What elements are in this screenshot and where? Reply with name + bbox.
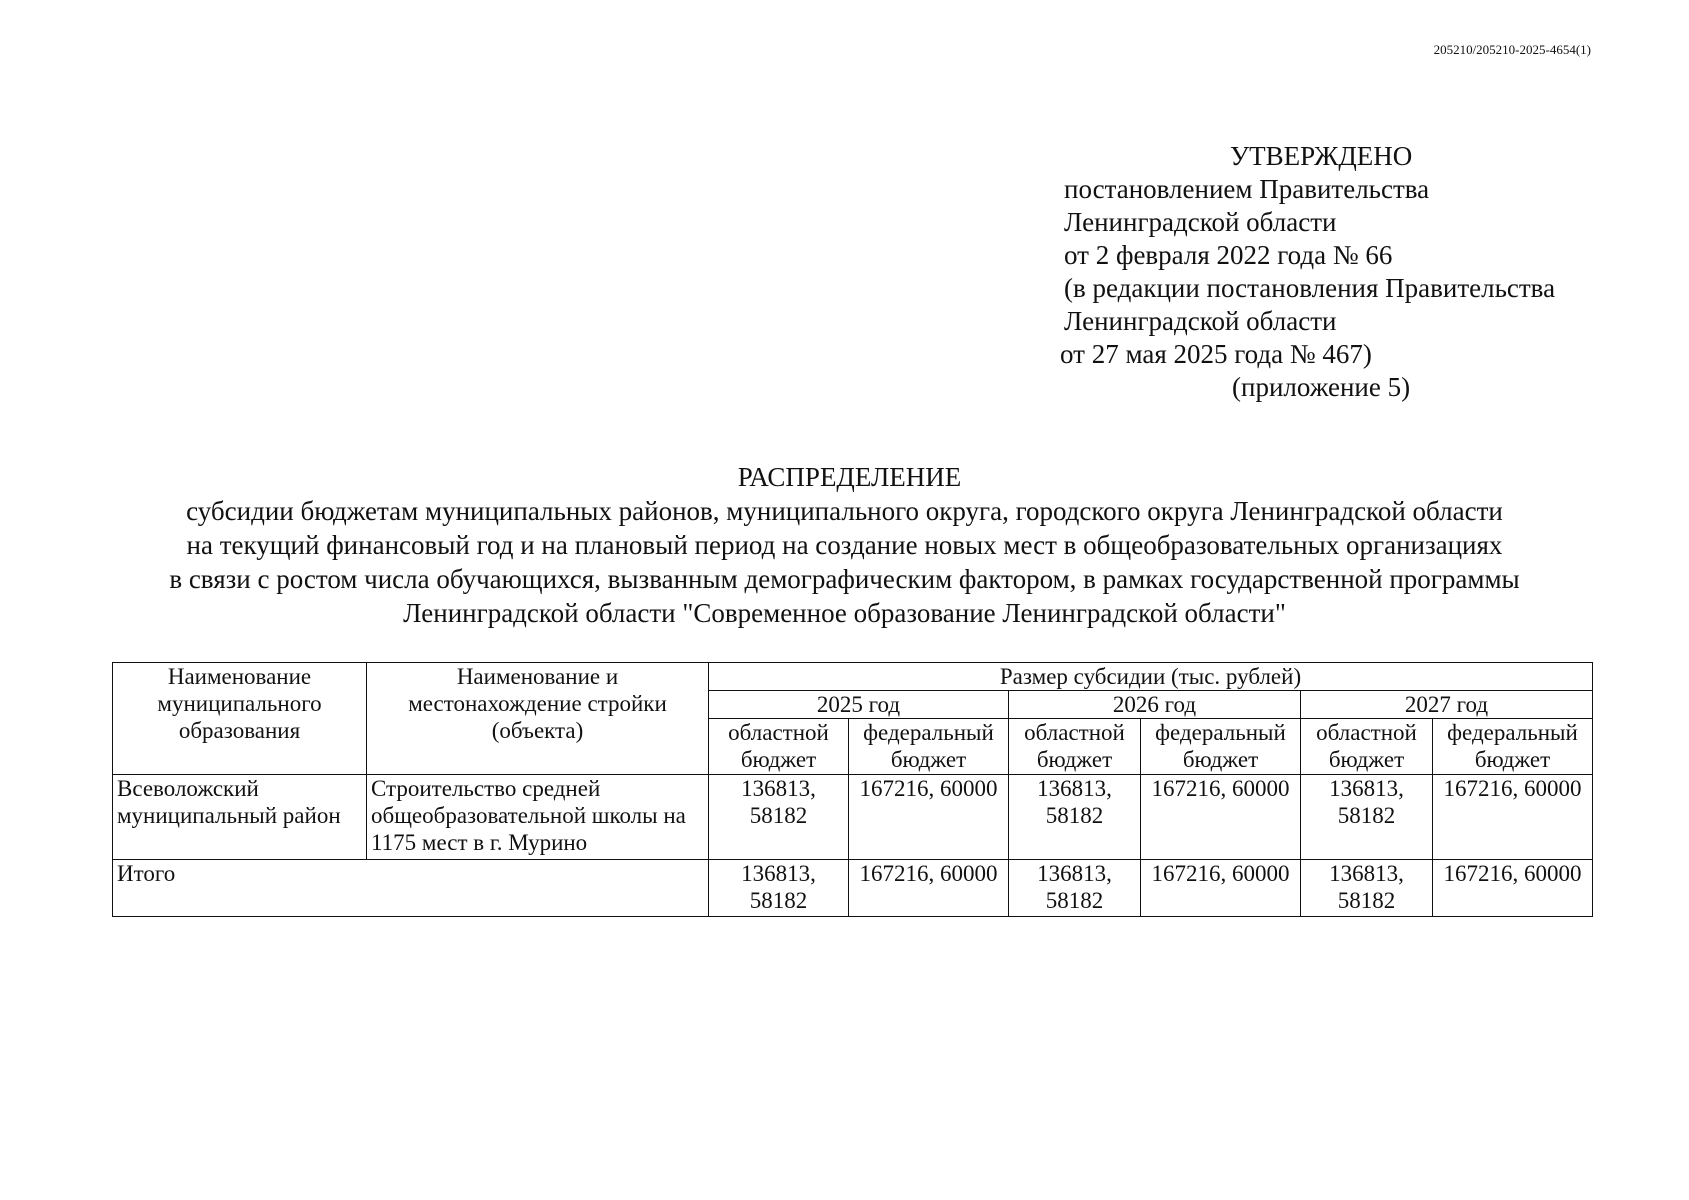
approval-title: УТВЕРЖДЕНО (1230, 141, 1413, 171)
header-regional-budget: областной бюджет (709, 719, 849, 775)
document-heading (0, 460, 1689, 630)
header-year-2025: 2025 год (709, 691, 1009, 719)
approval-line: Ленинградской области (1064, 306, 1337, 336)
approval-block (1060, 140, 1594, 404)
cell-total-value: 136813, 58182 (1009, 860, 1141, 917)
heading-line: субсидии бюджетам муниципальных районов, муниципального округа, городского округа Ленинградской области (186, 496, 1503, 526)
table-row-total (113, 860, 1593, 917)
approval-line: от 2 февраля 2022 года № 66 (1064, 240, 1393, 270)
header-subsidy: Размер субсидии (тыс. рублей) (709, 663, 1593, 691)
approval-appendix: (приложение 5) (1232, 372, 1411, 402)
cell-municipality: Всеволожский муниципальный район (113, 775, 367, 860)
heading-line: в связи с ростом числа обучающихся, вызванным демографическим фактором, в рамках государственной программы (169, 564, 1520, 594)
header-regional-budget: областной бюджет (1009, 719, 1141, 775)
heading-title: РАСПРЕДЕЛЕНИЕ (737, 462, 962, 492)
header-federal-budget: федеральный бюджет (1141, 719, 1301, 775)
header-federal-budget: федеральный бюджет (849, 719, 1009, 775)
distribution-table (112, 662, 1593, 917)
heading-line: Ленинградской области "Современное образование Ленинградской области" (403, 598, 1286, 628)
cell-total-value: 167216, 60000 (849, 860, 1009, 917)
header-regional-budget: областной бюджет (1301, 719, 1433, 775)
cell-total-label: Итого (113, 860, 709, 917)
cell-value: 167216, 60000 (1433, 775, 1593, 860)
header-year-2027: 2027 год (1301, 691, 1593, 719)
cell-object: Строительство средней общеобразовательной школы на 1175 мест в г. Мурино (367, 775, 709, 860)
cell-value: 136813, 58182 (1009, 775, 1141, 860)
approval-line: Ленинградской области (1064, 207, 1337, 237)
cell-value: 136813, 58182 (709, 775, 849, 860)
heading-line: на текущий финансовый год и на плановый период на создание новых мест в общеобразовательных организациях (186, 530, 1503, 560)
approval-line: от 27 мая 2025 года № 467) (1060, 339, 1372, 369)
cell-value: 167216, 60000 (1141, 775, 1301, 860)
cell-value: 136813, 58182 (1301, 775, 1433, 860)
approval-line: постановлением Правительства (1064, 174, 1430, 204)
cell-value: 167216, 60000 (849, 775, 1009, 860)
header-object: Наименование и местонахождение стройки (объекта) (367, 663, 709, 775)
cell-total-value: 167216, 60000 (1433, 860, 1593, 917)
cell-total-value: 136813, 58182 (709, 860, 849, 917)
document-id: 205210/205210-2025-4654(1) (1433, 42, 1591, 57)
cell-total-value: 136813, 58182 (1301, 860, 1433, 917)
approval-line: (в редакции постановления Правительства (1064, 273, 1556, 303)
header-year-2026: 2026 год (1009, 691, 1301, 719)
header-municipality: Наименование муниципального образования (113, 663, 367, 775)
header-federal-budget: федеральный бюджет (1433, 719, 1593, 775)
table-row (113, 775, 1593, 860)
cell-total-value: 167216, 60000 (1141, 860, 1301, 917)
